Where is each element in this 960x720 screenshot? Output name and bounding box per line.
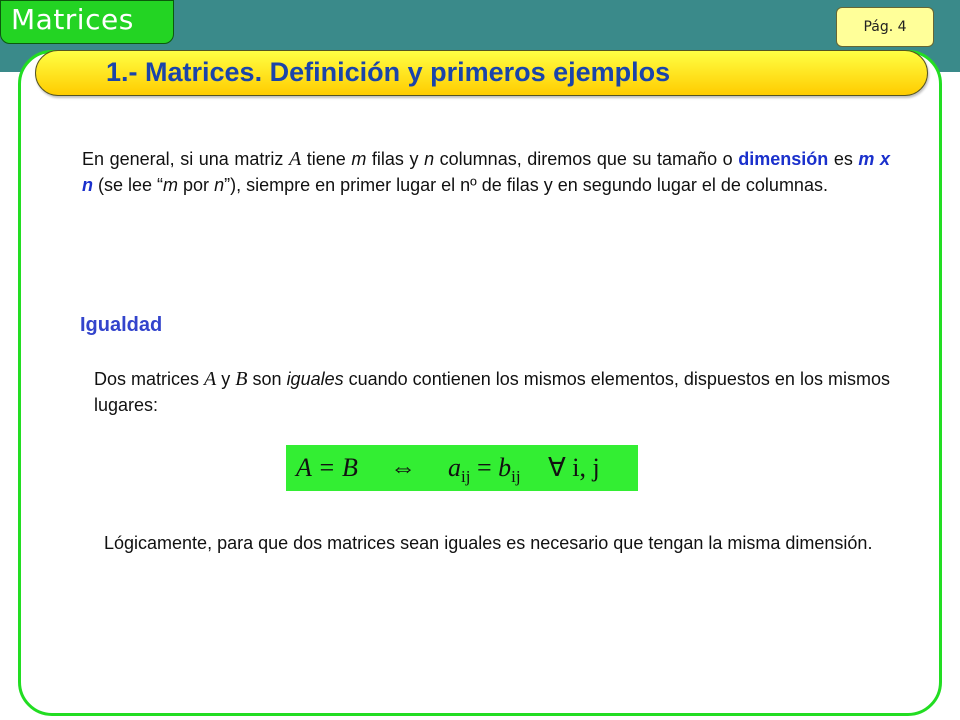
var-a: A — [288, 148, 302, 170]
var-m: m — [351, 149, 367, 169]
section-logo-label: Matrices — [11, 3, 134, 36]
intro-text: ”), siempre en primer lugar el nº de filas y en segundo lugar el de columnas. — [224, 175, 828, 195]
section-logo — [0, 0, 174, 44]
intro-text: es — [828, 149, 859, 169]
equals-sign: = — [470, 453, 499, 482]
equality-text: son — [247, 369, 287, 389]
intro-paragraph — [82, 146, 890, 198]
page-title: 1.- Matrices. Definición y primeros ejemplos — [106, 57, 671, 87]
iff-symbol: ⇔ — [390, 453, 416, 482]
subscript-ij: ij — [461, 467, 471, 487]
section-heading-igualdad: Igualdad — [80, 314, 163, 336]
dimension-expression: m x n — [82, 149, 890, 195]
var-n: n — [214, 175, 225, 195]
var-a: A — [204, 368, 217, 390]
intro-text: tiene — [301, 149, 352, 169]
var-b: B — [235, 368, 248, 390]
note-paragraph: Lógicamente, para que dos matrices sean iguales es necesario que tengan la misma dimensión. — [104, 533, 873, 553]
intro-text: columnas, diremos que su tamaño o — [434, 149, 739, 169]
formula-rhs — [448, 453, 521, 487]
equality-text: cuando contienen los mismos elementos, dispuestos en los mismos lugares: — [94, 369, 890, 415]
page-number-badge: Pág. 4 — [836, 7, 934, 47]
intro-text: (se lee “ — [93, 175, 164, 195]
var-a-elem: a — [448, 453, 461, 482]
term-iguales: iguales — [286, 369, 344, 389]
dimension-term: dimensión — [738, 149, 829, 169]
intro-text: filas y — [366, 149, 425, 169]
formula-lhs: A = B — [296, 453, 358, 482]
intro-text: por — [178, 175, 215, 195]
subscript-ij: ij — [511, 467, 521, 487]
intro-text: En general, si una matriz — [82, 149, 289, 169]
var-n: n — [424, 149, 435, 169]
equality-formula — [286, 445, 638, 491]
forall-quantifier: ∀ i, j — [548, 453, 600, 482]
equality-text: Dos matrices — [94, 369, 205, 389]
var-b-elem: b — [498, 453, 512, 482]
var-m: m — [163, 175, 179, 195]
equality-text: y — [216, 369, 236, 389]
title-banner — [35, 50, 928, 96]
equality-paragraph — [94, 366, 890, 418]
